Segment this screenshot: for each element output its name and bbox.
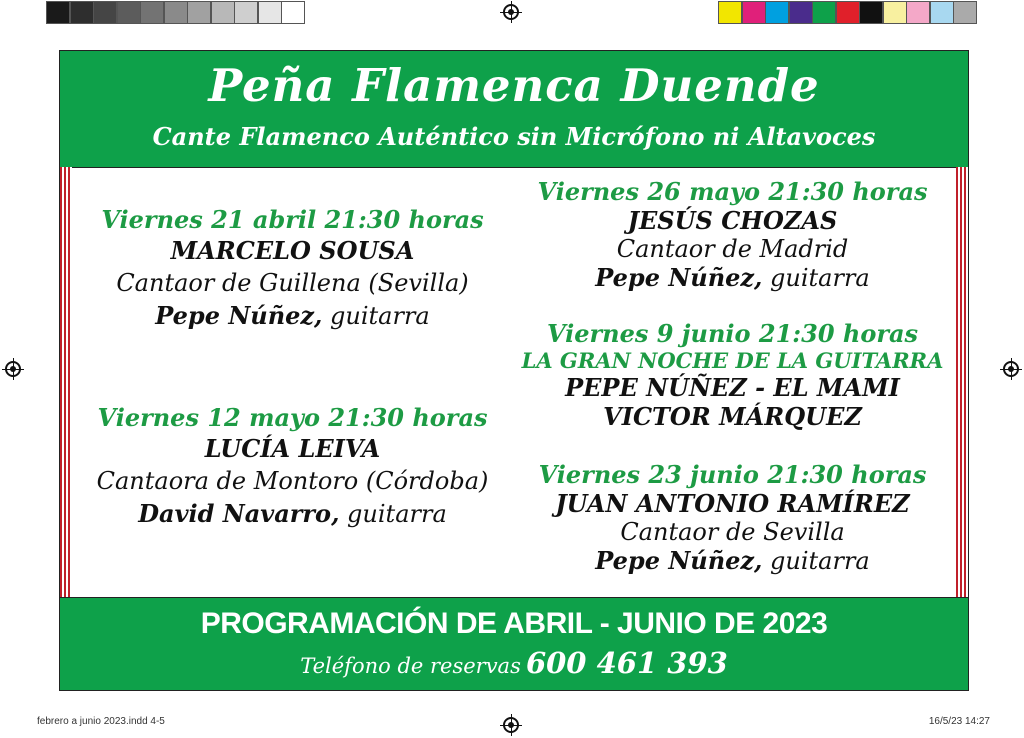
graybar-swatch bbox=[117, 1, 141, 24]
phone-number: 600 461 393 bbox=[525, 646, 728, 680]
programacion-heading: PROGRAMACIÓN DE ABRIL - JUNIO DE 2023 bbox=[200, 607, 828, 640]
graybar-swatch bbox=[281, 1, 305, 24]
guitarist-name: David Navarro, bbox=[138, 499, 340, 528]
guitar-label: guitarra bbox=[762, 547, 870, 575]
event-2 bbox=[80, 403, 505, 528]
event-performer: JUAN ANTONIO RAMÍREZ bbox=[555, 489, 910, 518]
footer-banner bbox=[60, 597, 968, 690]
slug-datetime: 16/5/23 14:27 bbox=[928, 716, 990, 727]
guitarist-name: Pepe Núñez, bbox=[595, 263, 763, 292]
colorbar-swatch bbox=[883, 1, 907, 24]
colorbar-swatch bbox=[859, 1, 883, 24]
poster-frame bbox=[59, 50, 969, 691]
event-date: Viernes 26 mayo 21:30 horas bbox=[537, 177, 928, 206]
colorbar-swatch bbox=[718, 1, 742, 24]
right-stripe-border bbox=[956, 167, 968, 598]
event-guitar bbox=[515, 263, 950, 292]
event-description: Cantaor de Guillena (Sevilla) bbox=[116, 269, 469, 297]
event-performer: MARCELO SOUSA bbox=[170, 236, 415, 265]
poster-title: Peña Flamenca Duende bbox=[208, 59, 820, 112]
left-stripe-border bbox=[60, 167, 72, 598]
event-3 bbox=[515, 177, 950, 292]
colorbar-swatch bbox=[836, 1, 860, 24]
phone-label: Teléfono de reservas bbox=[300, 654, 521, 678]
graybar-swatch bbox=[70, 1, 94, 24]
event-date: Viernes 9 junio 21:30 horas bbox=[546, 319, 919, 348]
slug-filename: febrero a junio 2023.indd 4-5 bbox=[37, 716, 165, 727]
event-1 bbox=[80, 205, 505, 330]
event-note: LA GRAN NOCHE DE LA GUITARRA bbox=[521, 348, 944, 373]
guitar-label: guitarra bbox=[322, 302, 430, 330]
event-date: Viernes 21 abril 21:30 horas bbox=[101, 205, 484, 234]
header-banner bbox=[60, 51, 968, 168]
graybar-swatch bbox=[258, 1, 282, 24]
graybar-swatch bbox=[234, 1, 258, 24]
event-4 bbox=[515, 319, 950, 431]
event-guitar bbox=[80, 499, 505, 528]
event-description: Cantaor de Madrid bbox=[616, 235, 849, 263]
event-performer: LUCÍA LEIVA bbox=[204, 434, 381, 463]
registration-mark-left bbox=[5, 361, 21, 377]
graybar-swatch bbox=[140, 1, 164, 24]
graybar-swatch bbox=[164, 1, 188, 24]
event-guitar bbox=[80, 301, 505, 330]
guitar-label: guitarra bbox=[339, 500, 447, 528]
colorbar-swatch bbox=[742, 1, 766, 24]
colorbar-swatch bbox=[953, 1, 977, 24]
colorbar-swatch bbox=[930, 1, 954, 24]
graybar-swatch bbox=[46, 1, 70, 24]
graybar-swatch bbox=[211, 1, 235, 24]
graybar-swatch bbox=[93, 1, 117, 24]
registration-mark-bottom bbox=[503, 717, 519, 733]
registration-mark-top bbox=[503, 4, 519, 20]
event-performer: PEPE NÚÑEZ - EL MAMI bbox=[565, 373, 900, 402]
event-performer-2: VICTOR MÁRQUEZ bbox=[603, 402, 862, 431]
event-guitar bbox=[515, 546, 950, 575]
colorbar-swatch bbox=[812, 1, 836, 24]
event-date: Viernes 23 junio 21:30 horas bbox=[538, 460, 927, 489]
guitar-label: guitarra bbox=[762, 264, 870, 292]
graybar-swatch bbox=[187, 1, 211, 24]
phone-line bbox=[60, 646, 968, 680]
colorbar-swatch bbox=[789, 1, 813, 24]
poster-subtitle: Cante Flamenco Auténtico sin Micrófono ni Altavoces bbox=[152, 122, 876, 151]
event-description: Cantaora de Montoro (Córdoba) bbox=[96, 467, 489, 495]
colorbar-swatch bbox=[906, 1, 930, 24]
event-5 bbox=[515, 460, 950, 575]
guitarist-name: Pepe Núñez, bbox=[155, 301, 323, 330]
colorbar-swatch bbox=[765, 1, 789, 24]
event-performer: JESÚS CHOZAS bbox=[627, 206, 838, 235]
event-date: Viernes 12 mayo 21:30 horas bbox=[97, 403, 488, 432]
guitarist-name: Pepe Núñez, bbox=[595, 546, 763, 575]
event-description: Cantaor de Sevilla bbox=[620, 518, 845, 546]
registration-mark-right bbox=[1003, 361, 1019, 377]
